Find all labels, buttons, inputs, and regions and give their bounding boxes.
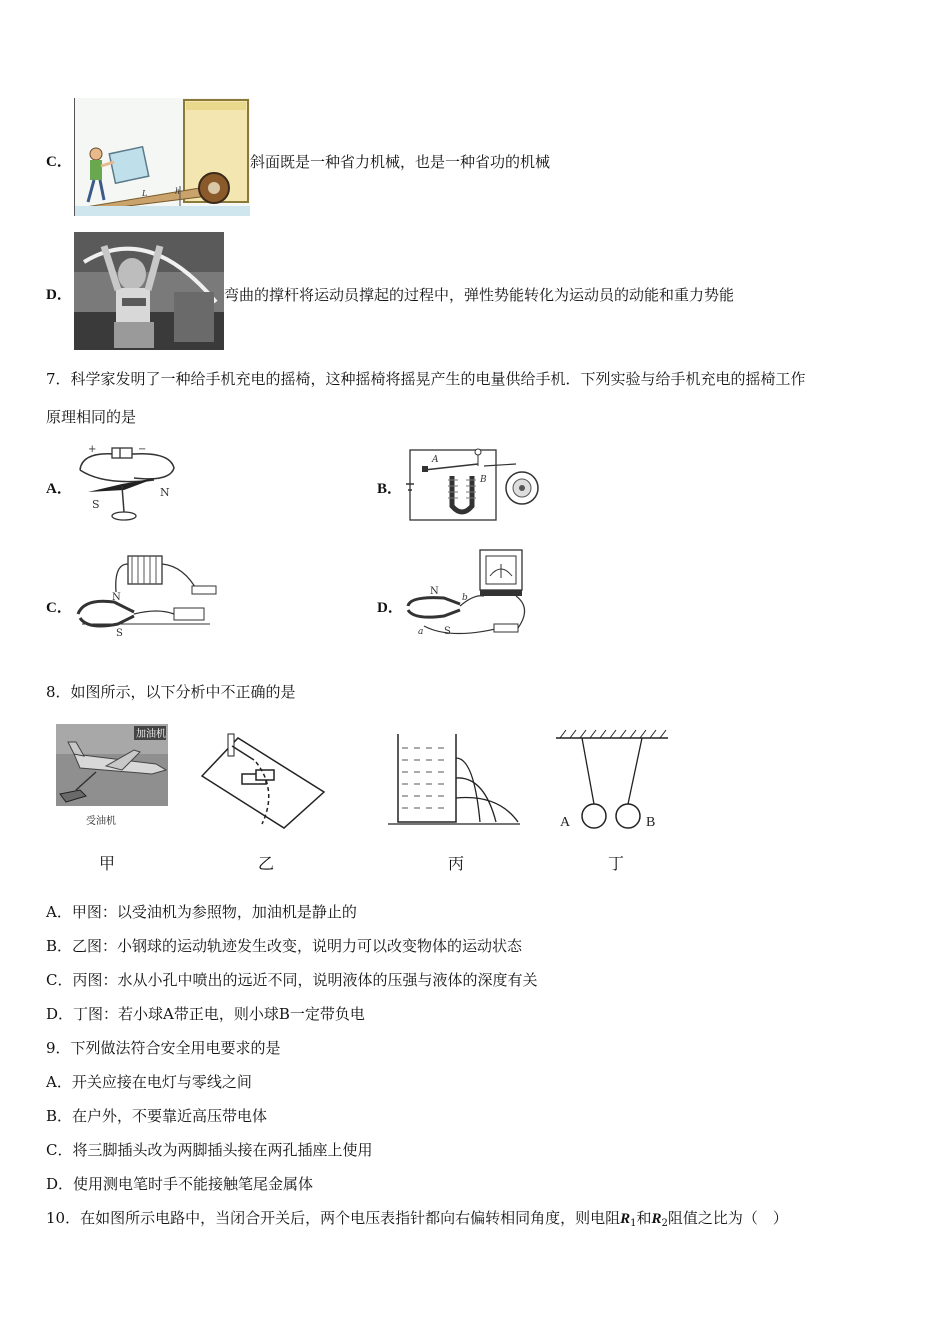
q7-option-b-letter: B． [377,481,403,497]
q10-r1-subscript: 1 [630,1218,637,1229]
q7-stem-line2: 原理相同的是 [46,408,137,426]
q9-stem: 9．下列做法符合安全用电要求的是 [46,1039,281,1057]
q6-option-d-text: 弯曲的撑杆将运动员撑起的过程中，弹性势能转化为运动员的动能和重力势能 [224,286,735,304]
q7-a-oersted-figure [74,440,194,524]
q10-stem [46,1208,788,1234]
q6-c-ramp-illustration [74,98,250,216]
q8-caption-bing: 丙 [448,854,465,873]
q8-fig-jia-refueling [56,724,168,828]
q10-r1-symbol: R [620,1211,631,1227]
q7-c-s-label: S [116,628,123,638]
q9-option-a: A．开关应接在电灯与零线之间 [46,1073,252,1091]
q8-fig-ding-charged-balls [552,728,672,832]
svg-text:L: L [142,189,148,198]
q8-option-d: D．丁图：若小球A带正电，则小球B一定带负电 [46,1005,365,1023]
q7-b-a-label: A [432,455,439,465]
q7-d-induction-figure [404,548,534,642]
q8-fig-yi-ball-trajectory [198,730,328,830]
q8-fig-ding-b-label: B [646,815,656,830]
q6-d-pole-vault-photo [74,232,224,350]
q7-a-n-label: N [160,486,170,499]
q10-r2-symbol: R [651,1211,662,1227]
q7-option-a-letter: A． [46,481,72,497]
q7-c-motor-circuit-figure [74,552,224,638]
q8-caption-yi: 乙 [258,854,275,873]
q8-fig-jia-top-label: 加油机 [136,729,166,740]
svg-text:h: h [175,187,181,196]
q7-d-n-label: N [430,586,439,597]
q10-stem-post: 阻值之比为（ ） [667,1209,788,1227]
q7-a-minus-label: − [138,444,147,455]
q10-stem-pre: 10．在如图所示电路中，当闭合开关后，两个电压表指针都向右偏转相同角度，则电阻 [46,1209,621,1227]
q9-option-c: C．将三脚插头改为两脚插头接在两孔插座上使用 [46,1141,373,1159]
q7-b-electromagnetic-relay-figure [404,442,542,528]
q6-option-c-text: 斜面既是一种省力机械，也是一种省功的机械 [250,153,551,171]
q6-option-d-letter: D． [46,287,72,303]
q6-option-c-letter: C． [46,154,72,170]
q8-option-b: B．乙图：小钢球的运动轨迹发生改变，说明力可以改变物体的运动状态 [46,937,523,955]
q8-caption-ding: 丁 [608,854,625,873]
q7-d-a-label: a [418,627,424,637]
q7-stem-line1: 7．科学家发明了一种给手机充电的摇椅，这种摇椅将摇晃产生的电量供给手机．下列实验与给手机充电的摇椅工作 [46,370,806,388]
q10-and: 和 [636,1209,652,1227]
q8-stem: 8．如图所示，以下分析中不正确的是 [46,683,296,701]
q10-r2-subscript: 2 [661,1218,668,1229]
q8-fig-bing-water-jets [384,728,524,828]
q9-option-b: B．在户外，不要靠近高压带电体 [46,1107,268,1125]
q7-d-s-label: S [444,626,451,637]
q8-fig-ding-a-label: A [560,815,571,830]
q7-b-b-label: B [480,475,487,485]
q7-d-b-label: b [462,593,468,603]
q7-option-d-letter: D． [377,600,403,616]
q9-option-d: D．使用测电笔时手不能接触笔尾金属体 [46,1175,314,1193]
q8-fig-jia-bottom-label: 受油机 [86,816,116,827]
q7-option-c-letter: C． [46,600,72,616]
q7-a-s-label: S [92,498,100,511]
q7-a-plus-label: + [88,444,97,455]
q8-caption-jia: 甲 [99,854,116,873]
q8-option-a: A．甲图：以受油机为参照物，加油机是静止的 [46,903,357,921]
q7-c-n-label: N [112,592,121,603]
q8-option-c: C．丙图：水从小孔中喷出的远近不同，说明液体的压强与液体的深度有关 [46,971,538,989]
